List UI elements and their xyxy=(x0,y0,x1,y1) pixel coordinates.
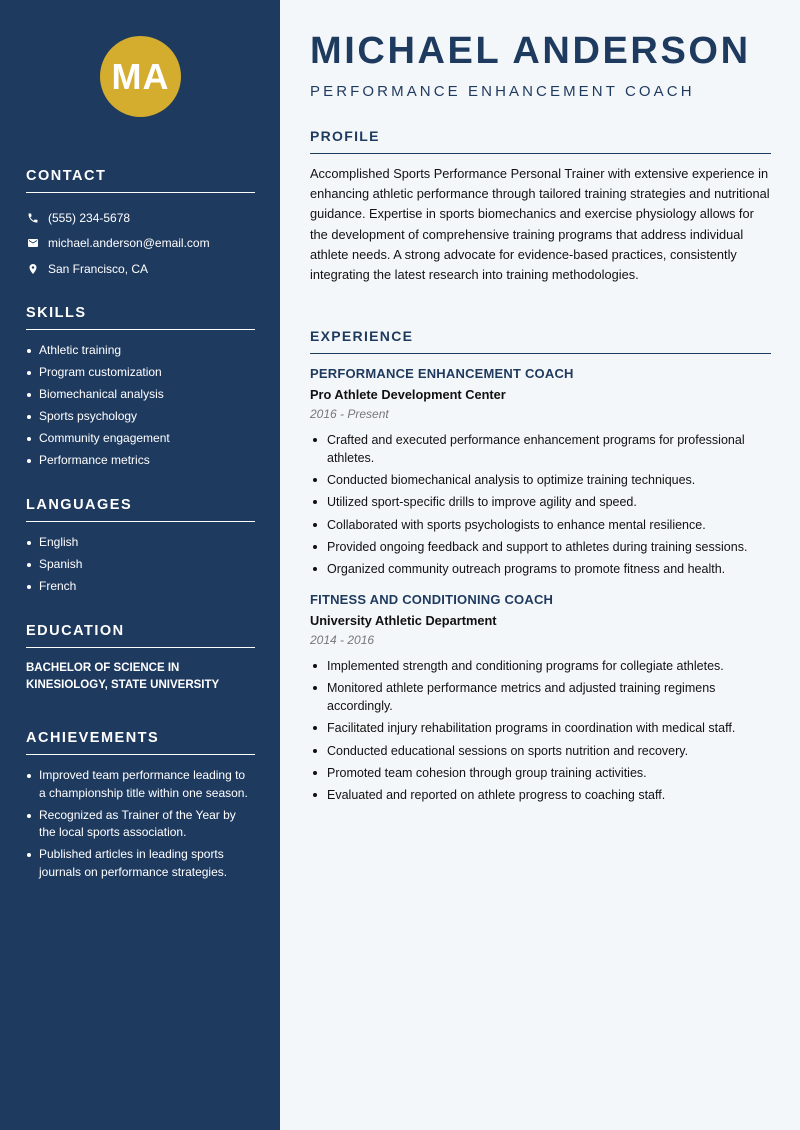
languages-section xyxy=(26,497,255,600)
job-bullet: Monitored athlete performance metrics and adjusted training regimens accordingly. xyxy=(310,679,771,715)
job-bullet: Facilitated injury rehabilitation programs in coordination with medical staff. xyxy=(310,719,771,737)
job-company: Pro Athlete Development Center xyxy=(310,387,506,402)
job-bullet: Organized community outreach programs to promote fitness and health. xyxy=(310,560,771,578)
avatar xyxy=(100,36,181,117)
location-pin-icon xyxy=(26,262,39,275)
language-item: Spanish xyxy=(26,556,255,574)
profile-text: Accomplished Sports Performance Personal Trainer with extensive experience in enhancing athletic performance through tailored training strategies and nutritional guidance. Expertise in sports biomechanics and exercise physiology allows for the development of comprehensive training programs that address individual athlete needs. A strong advocate for evidence-based practices, consistently integrating the latest research into training methodologies. xyxy=(310,166,770,283)
job-dates: 2014 - 2016 xyxy=(310,632,375,647)
profile-heading: PROFILE xyxy=(310,128,771,154)
location-text: San Francisco, CA xyxy=(48,261,149,276)
avatar-initials: MA xyxy=(111,55,170,97)
contact-phone xyxy=(26,205,255,231)
contact-heading: CONTACT xyxy=(26,168,255,193)
sidebar xyxy=(0,0,280,1130)
achievements-heading: ACHIEVEMENTS xyxy=(26,730,255,755)
achievements-list xyxy=(26,767,255,881)
skill-item: Performance metrics xyxy=(26,452,255,470)
job-bullet: Promoted team cohesion through group training activities. xyxy=(310,764,771,782)
job-role: PERFORMANCE ENHANCEMENT COACH xyxy=(310,366,574,381)
experience-section xyxy=(310,328,771,808)
email-text: michael.anderson@email.com xyxy=(48,236,210,251)
achievement-item: Published articles in leading sports journals on performance strategies. xyxy=(26,846,255,881)
experience-heading: EXPERIENCE xyxy=(310,328,771,354)
job-entry xyxy=(310,592,771,804)
skill-item: Biomechanical analysis xyxy=(26,386,255,404)
education-section xyxy=(26,623,255,694)
skills-list xyxy=(26,342,255,470)
job-bullet: Conducted educational sessions on sports nutrition and recovery. xyxy=(310,742,771,760)
skill-item: Program customization xyxy=(26,364,255,382)
job-bullets xyxy=(310,431,771,578)
education-heading: EDUCATION xyxy=(26,623,255,648)
achievement-item: Improved team performance leading to a championship title within one season. xyxy=(26,767,255,802)
job-dates: 2016 - Present xyxy=(310,407,389,421)
contact-location xyxy=(26,256,255,282)
phone-text: (555) 234-5678 xyxy=(48,210,131,225)
job-bullet: Conducted biomechanical analysis to optimize training techniques. xyxy=(310,471,771,489)
skill-item: Athletic training xyxy=(26,342,255,360)
job-bullet: Collaborated with sports psychologists to enhance mental resilience. xyxy=(310,516,771,534)
contact-section xyxy=(26,168,255,282)
skills-section xyxy=(26,305,255,474)
education-degree: BACHELOR OF SCIENCE IN KINESIOLOGY, STATE UNIVERSITY xyxy=(26,662,220,691)
email-icon xyxy=(26,237,39,250)
skill-item: Community engagement xyxy=(26,430,255,448)
job-entry xyxy=(310,366,771,578)
language-item: English xyxy=(26,534,255,552)
achievement-item: Recognized as Trainer of the Year by the local sports association. xyxy=(26,807,255,842)
languages-list xyxy=(26,534,255,596)
job-role: FITNESS AND CONDITIONING COACH xyxy=(310,591,554,607)
achievements-section xyxy=(26,730,255,886)
contact-email xyxy=(26,231,255,257)
candidate-title: PERFORMANCE ENHANCEMENT COACH xyxy=(310,83,695,100)
candidate-name: MICHAEL ANDERSON xyxy=(310,30,751,72)
skill-item: Sports psychology xyxy=(26,408,255,426)
job-bullet: Provided ongoing feedback and support to athletes during training sessions. xyxy=(310,538,771,556)
job-bullet: Crafted and executed performance enhancement programs for professional athletes. xyxy=(310,431,771,467)
languages-heading: LANGUAGES xyxy=(26,497,255,522)
phone-icon xyxy=(26,211,39,224)
job-bullets xyxy=(310,657,771,804)
skills-heading: SKILLS xyxy=(26,305,255,330)
job-bullet: Utilized sport-specific drills to improve agility and speed. xyxy=(310,493,771,511)
job-company: University Athletic Department xyxy=(310,612,497,628)
job-bullet: Implemented strength and conditioning programs for collegiate athletes. xyxy=(310,657,771,675)
contact-list xyxy=(26,205,255,282)
profile-section xyxy=(310,128,771,285)
job-bullet: Evaluated and reported on athlete progress to coaching staff. xyxy=(310,786,771,804)
language-item: French xyxy=(26,578,255,596)
